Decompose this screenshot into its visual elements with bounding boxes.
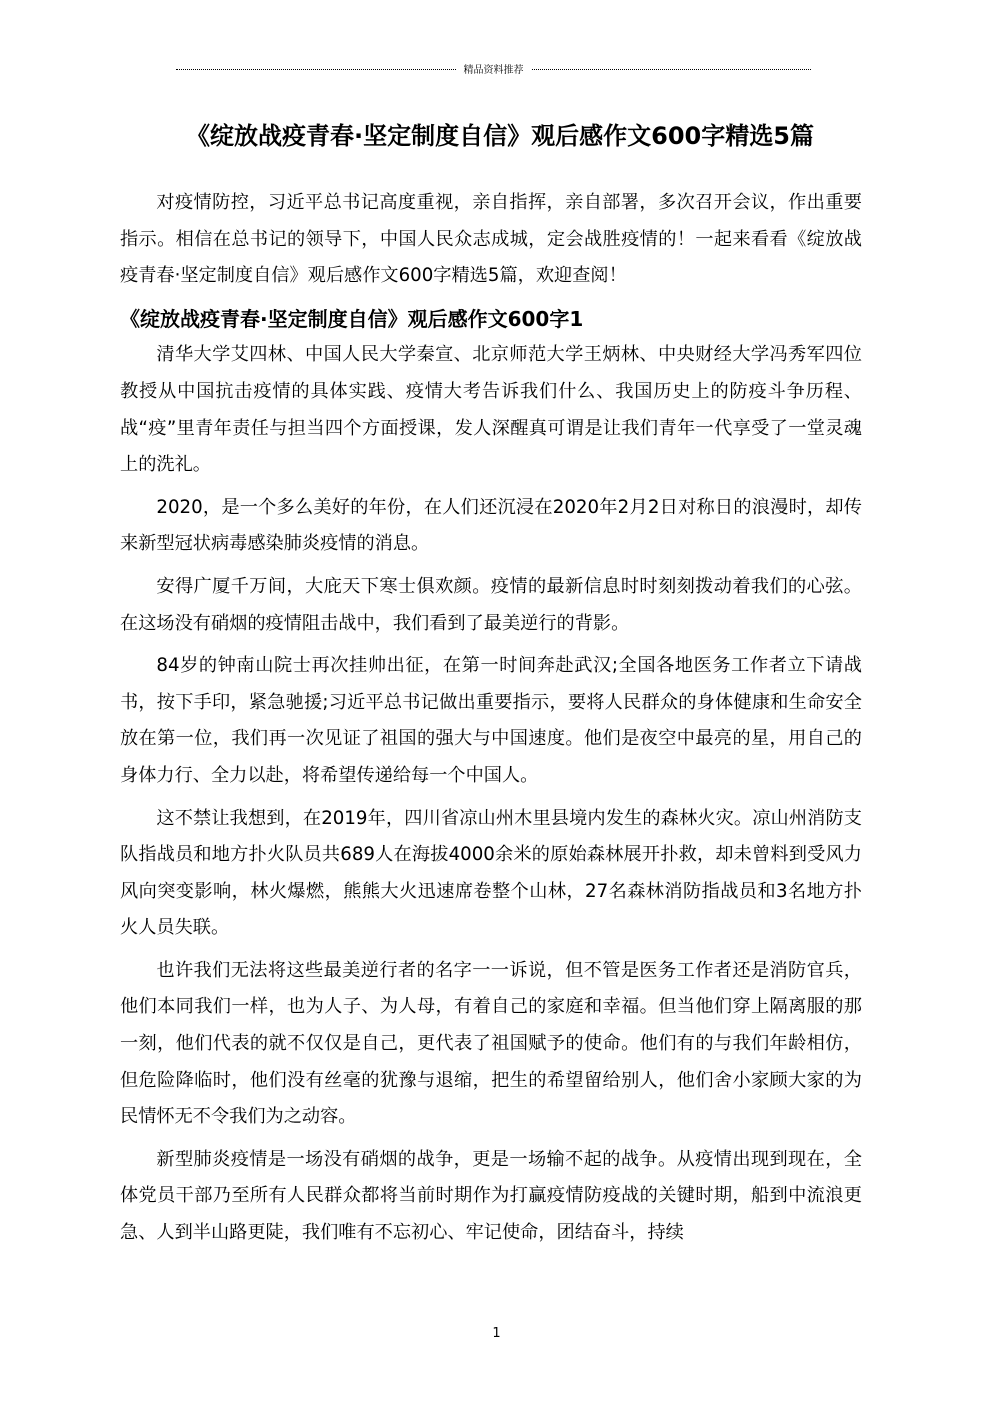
header-dots-right: [532, 69, 812, 70]
header-label: 精品资料推荐: [463, 64, 524, 76]
page-header: [176, 58, 811, 78]
header-dots-left: [176, 69, 456, 70]
body-paragraph: 2020，是一个多么美好的年份，在人们还沉浸在2020年2月2日对称日的浪漫时，却传来新型冠状病毒感染肺炎疫情的消息。: [120, 496, 862, 555]
body-paragraph: 安得广厦千万间，大庇天下寒士俱欢颜。疫情的最新信息时时刻刻拨动着我们的心弦。在这场没有硝烟的疫情阻击战中，我们看到了最美逆行的背影。: [120, 575, 862, 634]
body-paragraph: 也许我们无法将这些最美逆行者的名字一一诉说，但不管是医务工作者还是消防官兵，他们本同我们一样，也为人子、为人母，有着自己的家庭和幸福。但当他们穿上隔离服的那一刻，他们代表的就不仅仅是自己，更代表了祖国赋予的使命。他们有的与我们年龄相仿，但危险降临时，他们没有丝毫的犹豫与退缩，把生的希望留给别人，他们舍小家顾大家的为民情怀无不令我们为之动容。: [120, 959, 862, 1128]
document-title: 《绽放战疫青春·坚定制度自信》观后感作文600字精选5篇: [186, 122, 814, 150]
page-number: 1: [492, 1326, 501, 1341]
body-paragraph: 新型肺炎疫情是一场没有硝烟的战争，更是一场输不起的战争。从疫情出现到现在，全体党员干部乃至所有人民群众都将当前时期作为打赢疫情防疫战的关键时期，船到中流浪更急、人到半山路更陡，我们唯有不忘初心、牢记使命，团结奋斗，持续: [120, 1148, 862, 1244]
intro-paragraph: 对疫情防控，习近平总书记高度重视，亲自指挥，亲自部署，多次召开会议，作出重要指示。相信在总书记的领导下，中国人民众志成城，定会战胜疫情的！一起来看看《绽放战疫青春·坚定制度自信》观后感作文600字精选5篇，欢迎查阅！: [120, 192, 862, 287]
document-body: [120, 185, 862, 1252]
body-paragraph: 清华大学艾四林、中国人民大学秦宣、北京师范大学王炳林、中央财经大学冯秀军四位教授从中国抗击疫情的具体实践、疫情大考告诉我们什么、我国历史上的防疫斗争历程、战“疫”里青年责任与担当四个方面授课，发人深醒真可谓是让我们青年一代享受了一堂灵魂上的洗礼。: [120, 344, 862, 476]
section-heading: 《绽放战疫青春·坚定制度自信》观后感作文600字1: [120, 306, 584, 331]
body-paragraph: 84岁的钟南山院士再次挂帅出征，在第一时间奔赴武汉;全国各地医务工作者立下请战书，按下手印，紧急驰援;习近平总书记做出重要指示，要将人民群众的身体健康和生命安全放在第一位，我们再一次见证了祖国的强大与中国速度。他们是夜空中最亮的星，用自己的身体力行、全力以赴，将希望传递给每一个中国人。: [120, 655, 862, 786]
body-paragraph: 这不禁让我想到，在2019年，四川省凉山州木里县境内发生的森林火灾。凉山州消防支队指战员和地方扑火队员共689人在海拔4000余米的原始森林展开扑救，却未曾料到受风力风向突变影响，林火爆燃，熊熊大火迅速席卷整个山林，27名森林消防指战员和3名地方扑火人员失联。: [120, 807, 862, 939]
